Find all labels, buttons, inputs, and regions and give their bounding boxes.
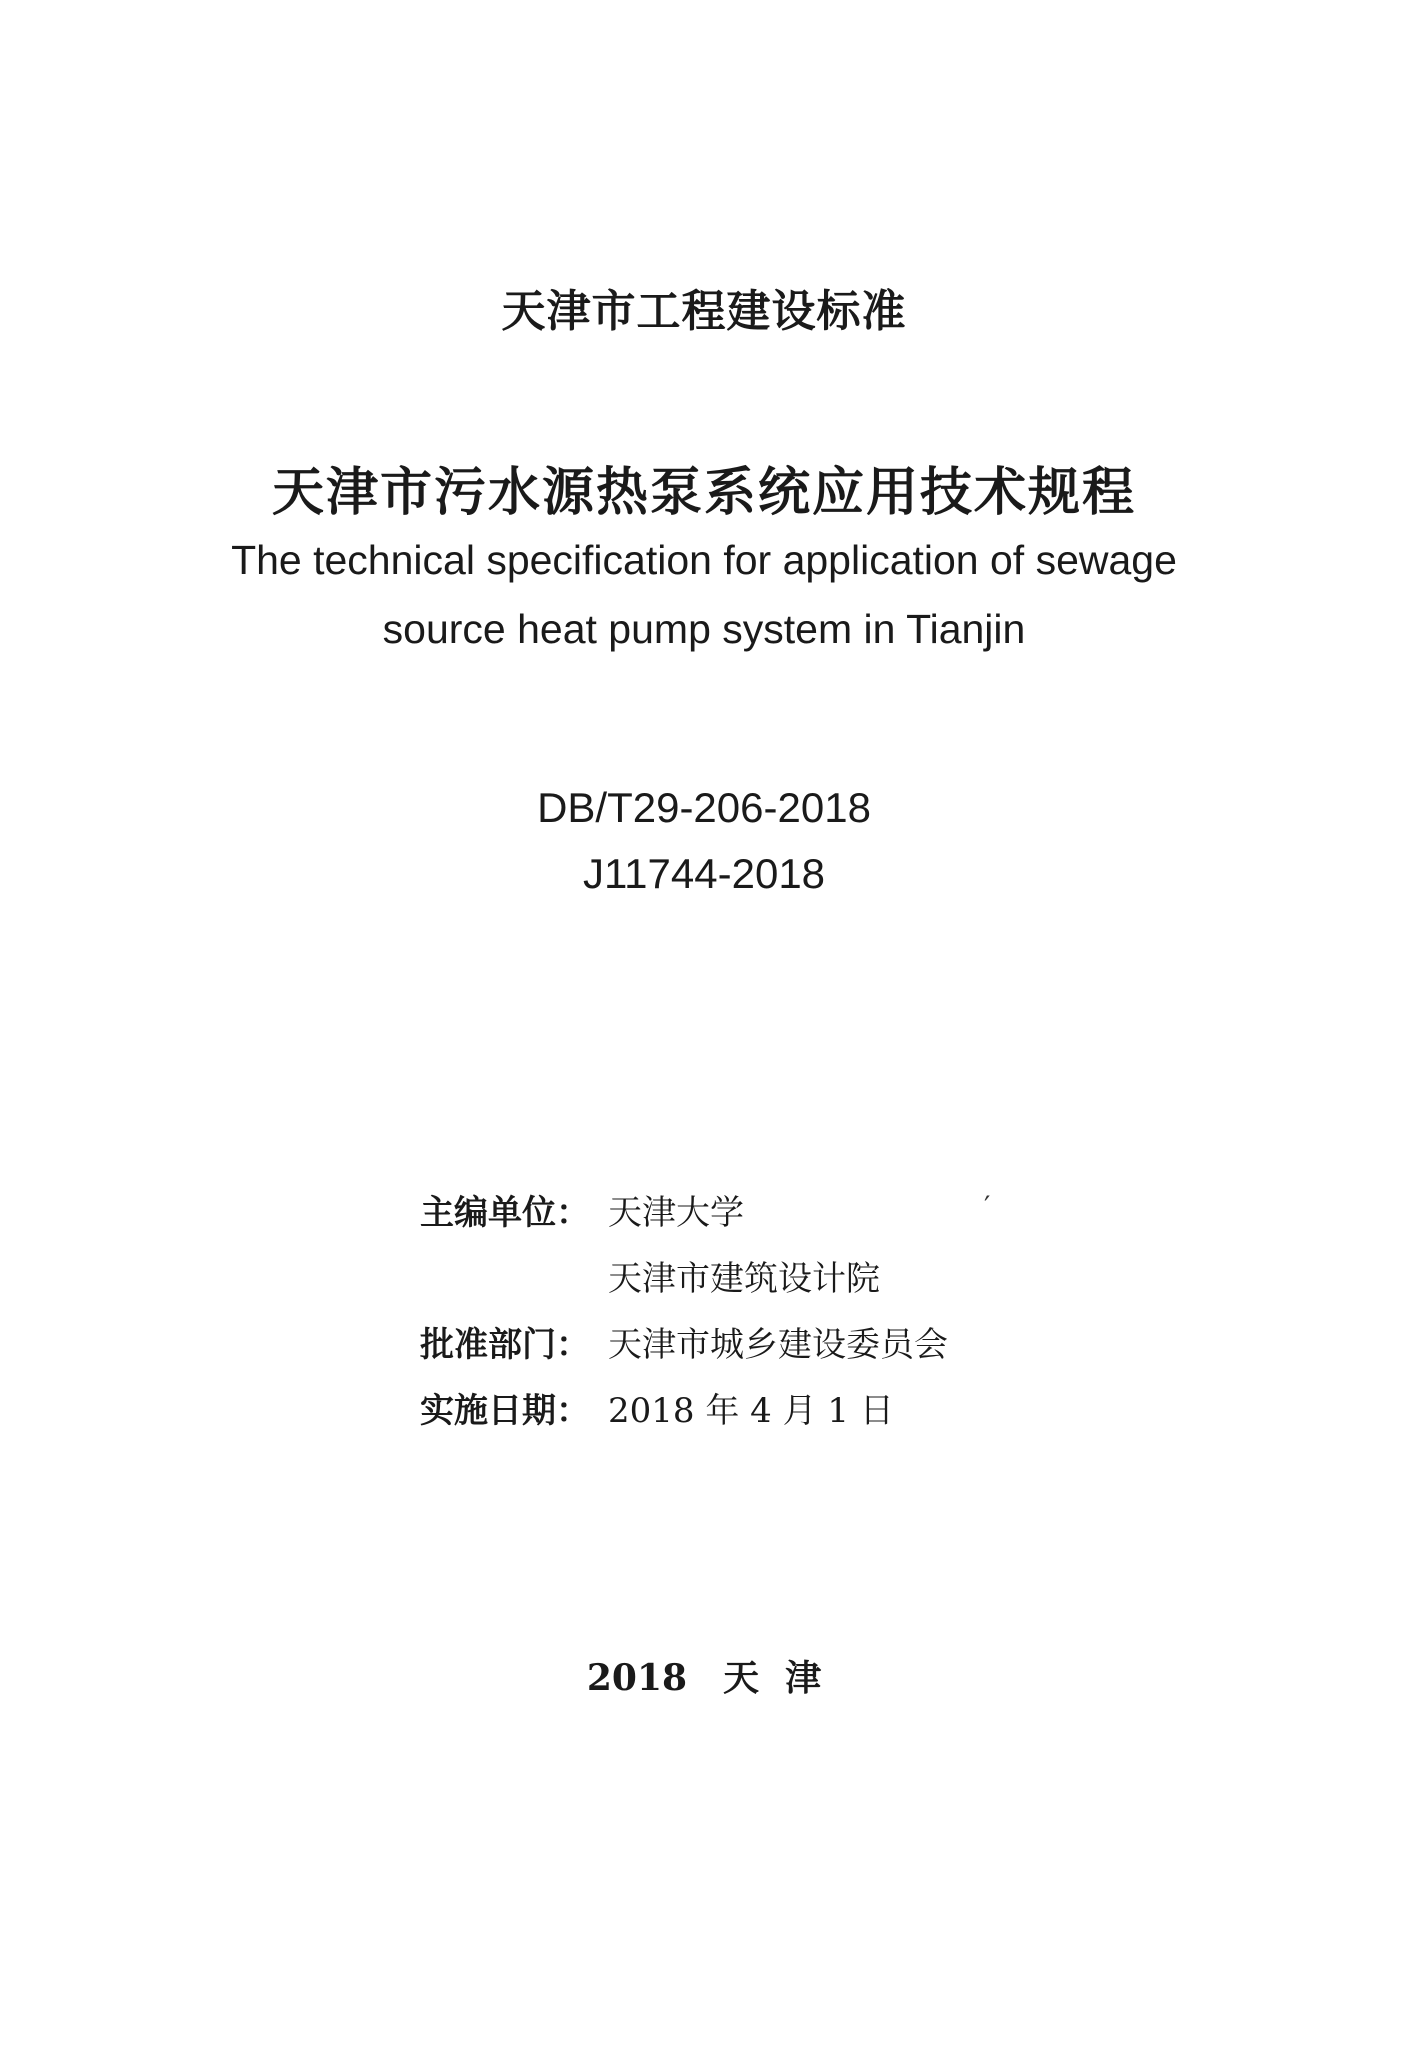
record-number: J11744-2018 [582, 850, 826, 897]
document-title-english-line-1: The technical specification for application of sewage [231, 537, 1177, 583]
effective-date-row [420, 1378, 948, 1444]
stray-mark: ′ [984, 1190, 991, 1223]
effective-date-value: 2018 年 4 月 1 日 [608, 1391, 894, 1431]
document-title-english-line-2: source heat pump system in Tianjin [382, 606, 1026, 652]
standard-series-title: 天津市工程建设标准 [501, 286, 907, 337]
publication-footer [0, 1650, 1408, 1701]
footer-city-char-2: 津 [785, 1657, 822, 1699]
editor-value-1: 天津大学 [608, 1193, 744, 1233]
document-title-chinese: 天津市污水源热泵系统应用技术规程 [271, 463, 1136, 523]
effective-date-label: 实施日期： [420, 1391, 590, 1431]
approver-label: 批准部门： [420, 1325, 590, 1365]
standard-number: DB/T29-206-2018 [537, 784, 871, 831]
footer-city-char-1: 天 [723, 1657, 760, 1699]
approver-value: 天津市城乡建设委员会 [608, 1325, 948, 1365]
editor-label: 主编单位： [420, 1193, 590, 1233]
footer-year: 2018 [586, 1657, 688, 1699]
approver-row [420, 1312, 948, 1378]
publication-info [420, 1180, 948, 1444]
editor-value-2: 天津市建筑设计院 [608, 1259, 880, 1299]
editor-row [420, 1180, 948, 1246]
editor-row-2 [420, 1246, 948, 1312]
editor-label-spacer [420, 1246, 608, 1312]
